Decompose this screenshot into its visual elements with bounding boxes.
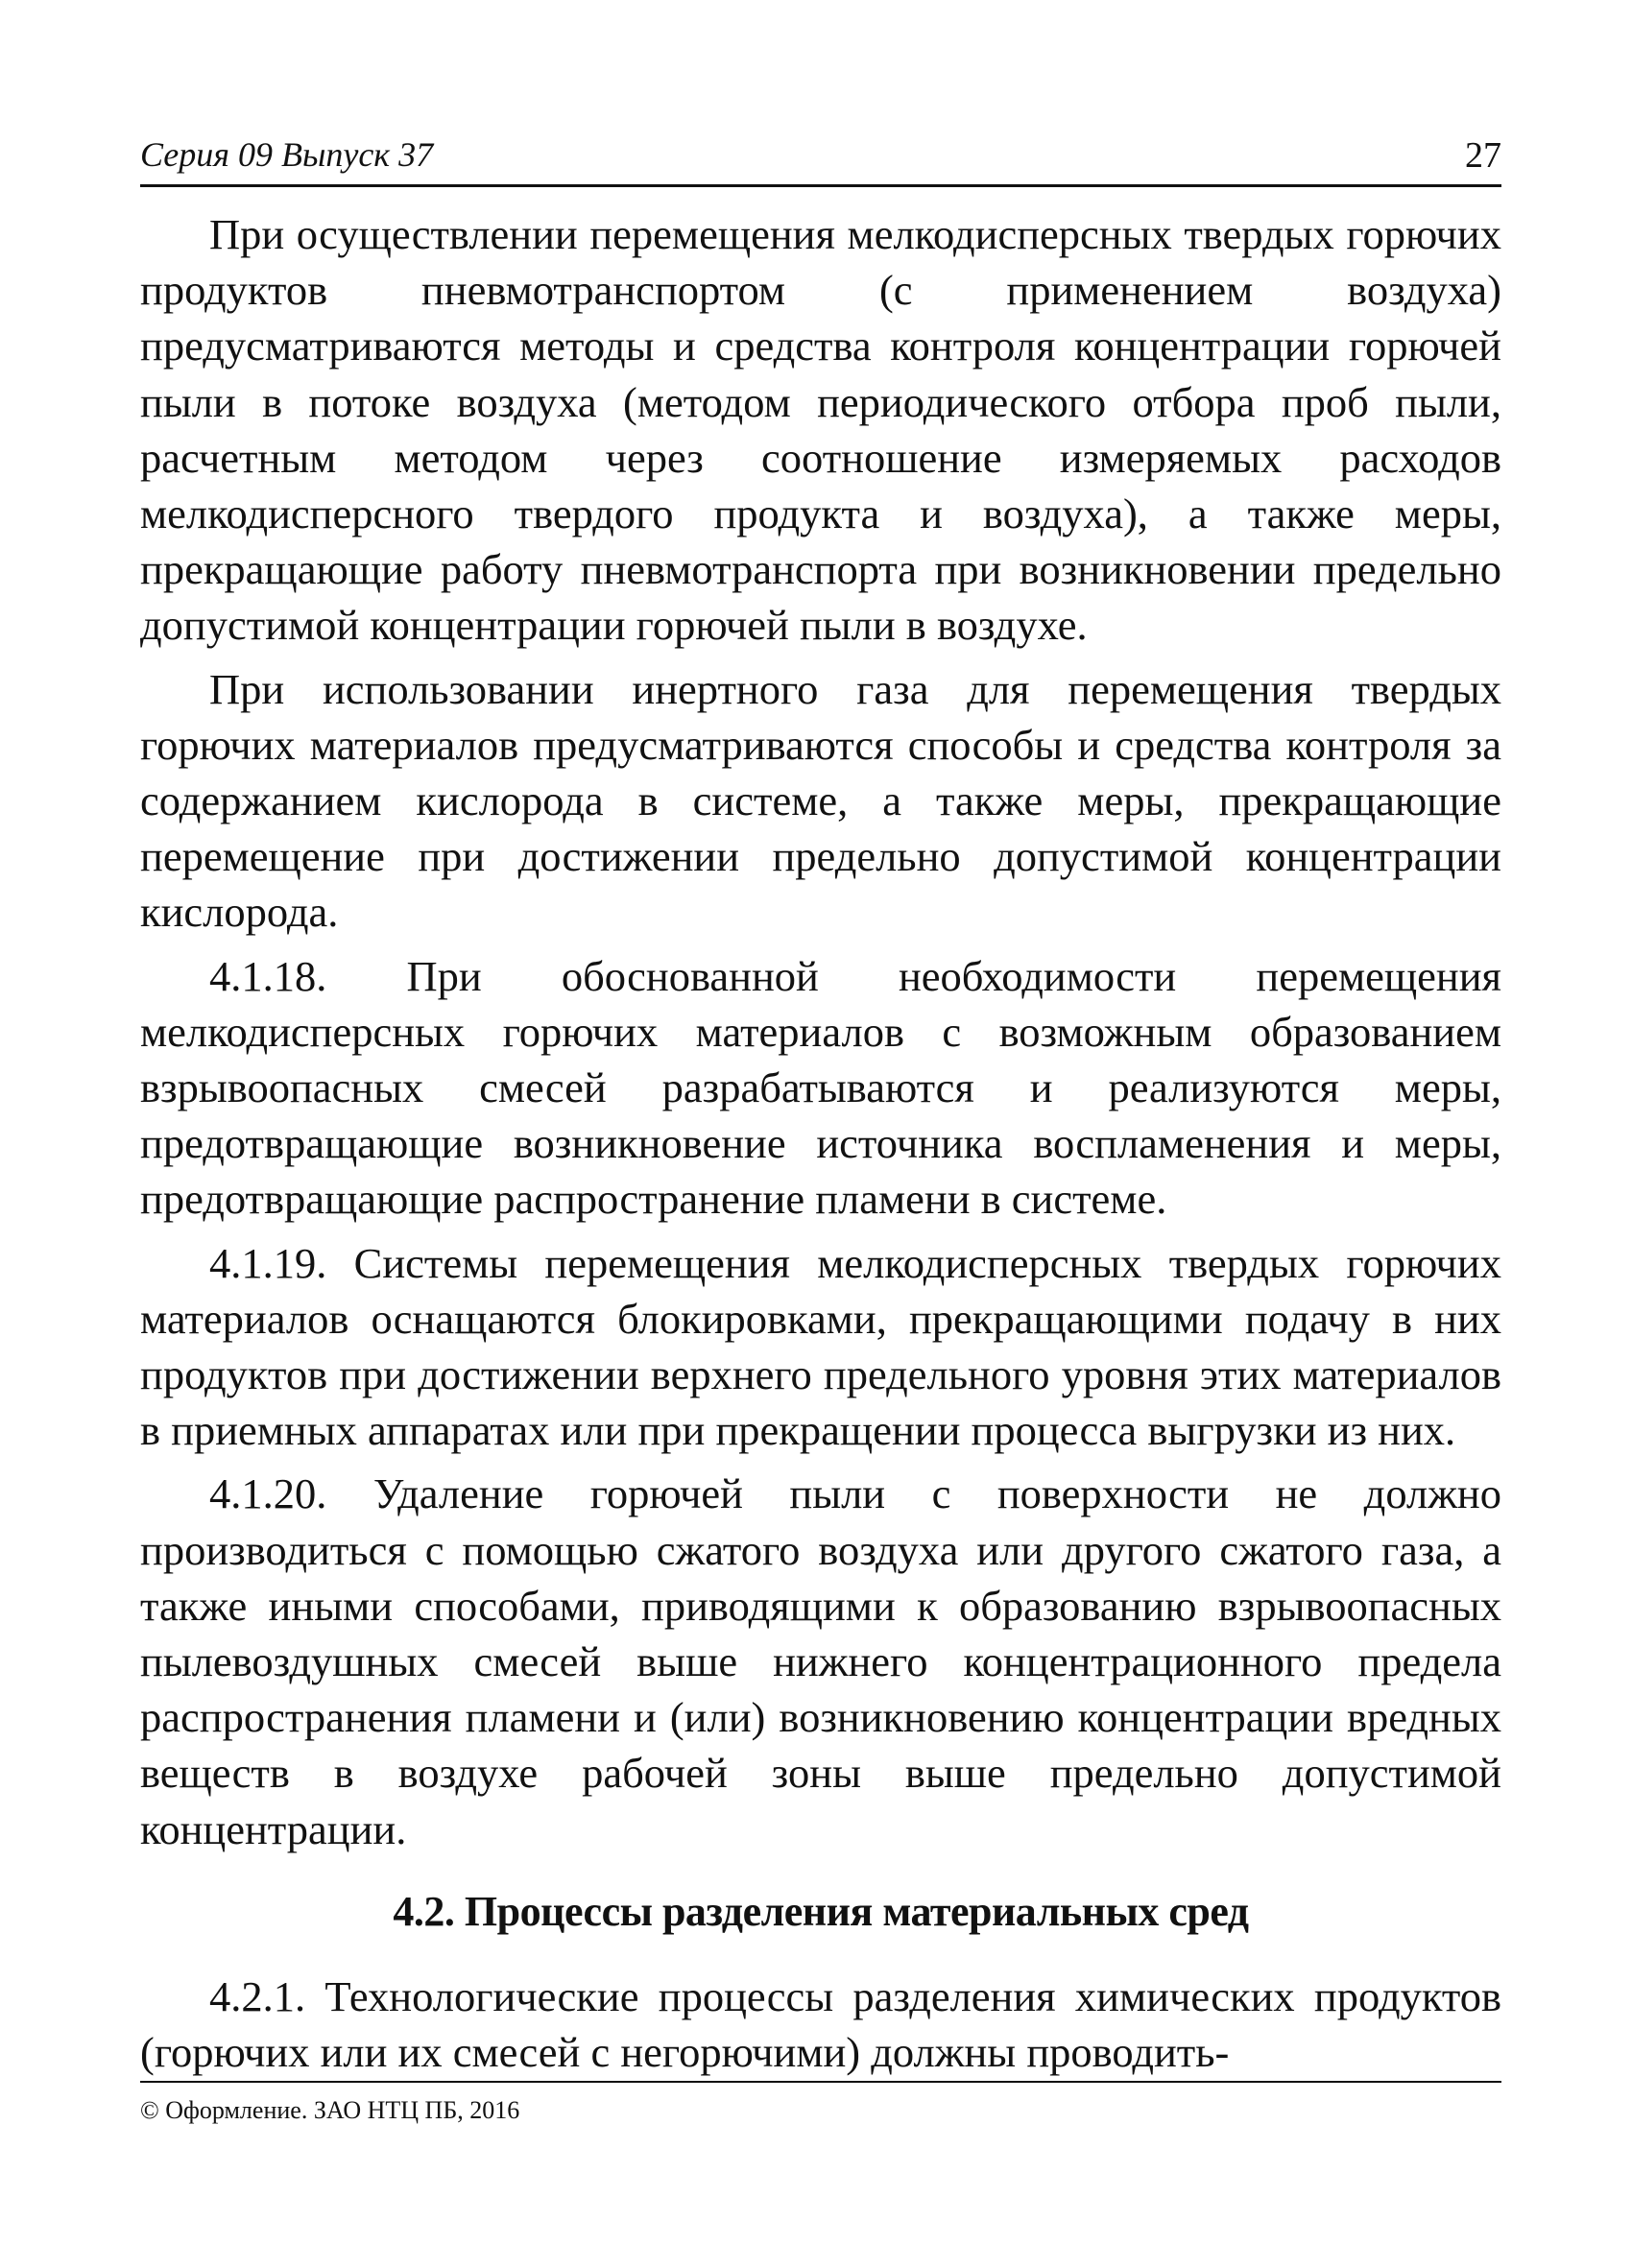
paragraph: 4.1.19. Системы перемещения мелкодисперсных твердых горючих материалов оснащаются блокировками, прекращающими подачу в них продуктов при достижении верхнего предельного уровня этих материалов в приемных аппаратах или при прекращении процесса выгрузки из них. bbox=[140, 1238, 1501, 1455]
paragraph: 4.2.1. Технологические процессы разделения химических продуктов (горючих или их смесей с негорючими) должны проводить- bbox=[140, 1972, 1501, 2077]
paragraph: 4.1.18. При обоснованной необходимости перемещения мелкодисперсных горючих материалов с возможным образованием взрывоопасных смесей разрабатываются и реализуются меры, предотвращающие возникновение источника воспламенения и меры, предотвращающие распространение пламени в системе. bbox=[140, 951, 1501, 1224]
body-text bbox=[140, 206, 1501, 2089]
copyright-text: © Оформление. ЗАО НТЦ ПБ, 2016 bbox=[140, 2096, 520, 2124]
paragraph: При использовании инертного газа для перемещения твердых горючих материалов предусматриваются способы и средства контроля за содержанием кислорода в системе, а также меры, прекращающие перемещение при достижении предельно допустимой концентрации кислорода. bbox=[140, 664, 1501, 937]
series-label: Серия 09 Выпуск 37 bbox=[140, 135, 434, 174]
paragraph: 4.1.20. Удаление горючей пыли с поверхности не должно производиться с помощью сжатого воздуха или другого сжатого газа, а также иными способами, приводящими к образованию взрывоопасных пылевоздушных смесей выше нижнего концентрационного предела распространения пламени и (или) возникновению концентрации вредных веществ в воздухе рабочей зоны выше предельно допустимой концентрации. bbox=[140, 1469, 1501, 1853]
page-number: 27 bbox=[1465, 135, 1501, 176]
section-heading: 4.2. Процессы разделения материальных сред bbox=[393, 1887, 1249, 1935]
paragraph: При осуществлении перемещения мелкодисперсных твердых горючих продуктов пневмотранспортом (с применением воздуха) предусматриваются методы и средства контроля концентрации горючей пыли в потоке воздуха (методом периодического отбора проб пыли, расчетным методом через соотношение измеряемых расходов мелкодисперсного твердого продукта и воздуха), а также меры, прекращающие работу пневмотранспорта при возникновении предельно допустимой концентрации горючей пыли в воздухе. bbox=[140, 210, 1501, 650]
footer bbox=[140, 2081, 1501, 2125]
running-header bbox=[140, 134, 1501, 187]
